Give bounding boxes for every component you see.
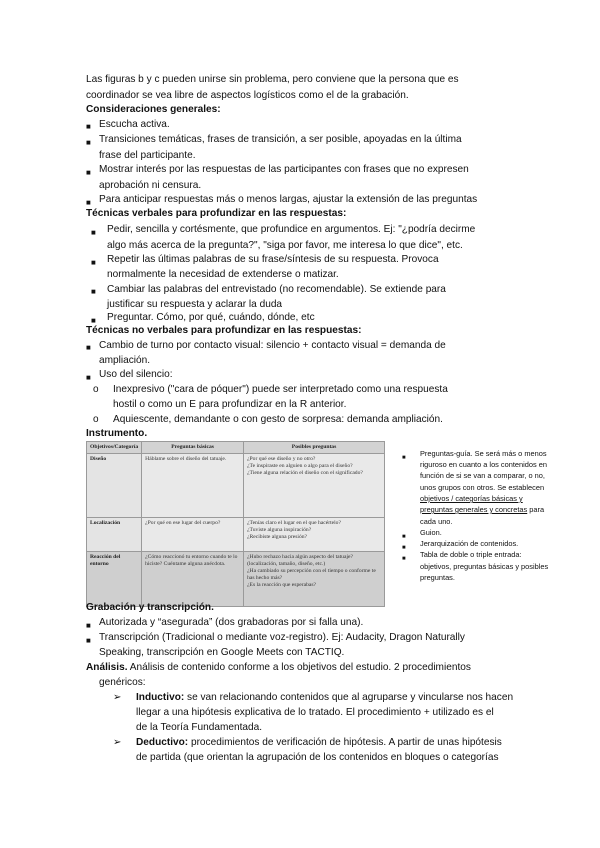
noverbales-line: Aquiescente, demandante o con gesto de sorpresa: demanda ampliación. (113, 414, 443, 425)
side-note: Preguntas-guía. Se será más o menos (420, 449, 547, 458)
verbales-line: normalmente la necesidad de extenderse o matizar. (107, 269, 339, 280)
consideraciones-item: Para anticipar respuestas más o menos largas, ajustar la extensión de las preguntas (99, 194, 478, 205)
table-header: Preguntas básicas (142, 442, 244, 454)
noverbales-heading: Técnicas no verbales para profundizar en las respuestas: (86, 325, 362, 336)
side-note: preguntas. (420, 573, 455, 582)
side-note: función de si se van a comparar, o no, (420, 471, 545, 480)
deductivo-label: Deductivo: (136, 737, 189, 748)
bullet-icon: ■ (86, 198, 91, 207)
instrumento-heading: Instrumento. (86, 428, 148, 439)
noverbales-line: Inexpresivo ("cara de póquer") puede ser interpretado como una respuesta (113, 384, 448, 395)
table-header: Objetivos/Categoría (87, 442, 142, 454)
side-note (420, 504, 544, 515)
bullet-icon: ■ (91, 228, 96, 237)
grabacion-line: Speaking, transcripción en Google Meets con TACTIQ. (99, 647, 345, 658)
verbales-line: justificar su respuesta y aclarar la duda (107, 299, 283, 310)
deductivo-line: de partida (que orientan la agrupación de los contenidos en bloques o categorías (136, 752, 499, 763)
inductivo-line (136, 691, 513, 704)
bullet-icon: ■ (91, 258, 96, 267)
bullet-icon: ■ (86, 621, 91, 630)
side-note-tail: para (527, 505, 545, 514)
side-note: Tabla de doble o triple entrada: (420, 550, 522, 559)
circle-bullet-icon: o (93, 384, 99, 395)
bullet-icon: ■ (402, 556, 406, 562)
arrow-bullet-icon: ➢ (113, 692, 122, 703)
consideraciones-item: Mostrar interés por las respuestas de las participantes con frases que no expresen (99, 164, 469, 175)
bullet-icon: ■ (86, 636, 91, 645)
table-cell: Localización (87, 518, 142, 552)
arrow-bullet-icon: ➢ (113, 737, 122, 748)
verbales-line: Preguntar. Cómo, por qué, cuándo, dónde, etc (107, 312, 315, 323)
bullet-icon: ■ (402, 545, 406, 551)
inductivo-text: se van relacionando contenidos que al agruparse y vincularse nos hacen (184, 692, 514, 703)
noverbales-line: Uso del silencio: (99, 369, 173, 380)
grabacion-heading: Grabación y transcripción. (86, 602, 214, 613)
bullet-icon: ■ (86, 138, 91, 147)
bullet-icon: ■ (402, 534, 406, 540)
table-cell: ¿Hubo rechazo hacia algún aspecto del tatuaje? (localización, tamaño, diseño, etc.) ¿Ha cambiado su percepción con el tiempo o conforme te has hecho más? ¿Es la reacción que esperabas? (244, 552, 385, 607)
consideraciones-item-cont: frase del participante. (99, 150, 196, 161)
deductivo-line (136, 736, 502, 749)
consideraciones-heading: Consideraciones generales: (86, 104, 221, 115)
bullet-icon: ■ (91, 316, 96, 325)
bullet-icon: ■ (86, 343, 91, 352)
noverbales-line: Cambio de turno por contacto visual: silencio + contacto visual = demanda de (99, 340, 446, 351)
table-header-row (87, 442, 385, 454)
noverbales-line: ampliación. (99, 355, 151, 366)
verbales-line: Repetir las últimas palabras de su frase/síntesis de su respuesta. Provoca (107, 254, 439, 265)
analisis-intro (86, 661, 471, 674)
bullet-icon: ■ (402, 455, 406, 461)
deductivo-text: procedimientos de verificación de hipótesis. A partir de unas hipótesis (188, 737, 502, 748)
analisis-intro-text: Análisis de contenido conforme a los objetivos del estudio. 2 procedimientos (127, 662, 471, 673)
bullet-icon: ■ (86, 168, 91, 177)
consideraciones-item: Transiciones temáticas, frases de transición, a ser posible, apoyadas en la última (99, 134, 462, 145)
table-row (87, 552, 385, 607)
verbales-heading: Técnicas verbales para profundizar en las respuestas: (86, 208, 347, 219)
verbales-line: Cambiar las palabras del entrevistado (no recomendable). Se extiende para (107, 284, 446, 295)
side-note: unos grupos con otros. Se establecen (420, 483, 545, 492)
inductivo-line: llegar a una hipótesis explicativa de lo tratado. El procedimiento + utilizado es el (136, 707, 494, 718)
side-note: riguroso en cuanto a los contenidos en (420, 460, 547, 469)
bullet-icon: ■ (91, 287, 96, 296)
intro-line-2: coordinador se vea libre de aspectos logísticos como el de la grabación. (86, 90, 409, 101)
table-cell: Diseño (87, 454, 142, 518)
table-row (87, 454, 385, 518)
side-note-underlined: preguntas generales y concretas (420, 505, 528, 514)
table-cell: ¿Tenías claro el lugar en el que hacértelo? ¿Tuviste alguna inspiración? ¿Recibiste alguna presión? (244, 518, 385, 552)
table-row (87, 518, 385, 552)
analisis-heading: Análisis. (86, 662, 128, 673)
side-note: cada uno. (420, 517, 453, 526)
grabacion-line: Autorizada y “asegurada” (dos grabadoras por si falla una). (99, 617, 364, 628)
side-note: Jerarquización de contenidos. (420, 539, 519, 548)
grabacion-line: Transcripción (Tradicional o mediante voz-registro). Ej: Audacity, Dragon Naturally (99, 632, 465, 643)
inductivo-line: de la Teoría Fundamentada. (136, 722, 263, 733)
noverbales-line: hostil o como un E para profundizar en la R anterior. (113, 399, 347, 410)
side-note: Guion. (420, 528, 442, 537)
consideraciones-item: Escucha activa. (99, 119, 170, 130)
table-cell: ¿Cómo reaccionó tu entorno cuando te lo hiciste? Cuéntame alguna anécdota. (142, 552, 244, 607)
bullet-icon: ■ (86, 373, 91, 382)
verbales-line: algo más acerca de la pregunta?", "siga por favor, me interesa lo que dice", etc. (107, 240, 463, 251)
bullet-icon: ■ (86, 122, 91, 131)
table-cell: ¿Por qué en ese lugar del cuerpo? (142, 518, 244, 552)
table-cell: ¿Por qué ese diseño y no otro? ¿Te inspiraste en alguien o algo para el diseño? ¿Tiene alguna relación el diseño con el significado? (244, 454, 385, 518)
consideraciones-item-cont: aprobación ni censura. (99, 180, 202, 191)
instrument-table (86, 441, 385, 607)
inductivo-label: Inductivo: (136, 692, 185, 703)
side-note-underlined: objetivos / categorías básicas y (420, 494, 523, 503)
intro-line-1: Las figuras b y c pueden unirse sin problema, pero conviene que la persona que es (86, 74, 459, 85)
table-header: Posibles preguntas (244, 442, 385, 454)
table-cell: Reacción del entorno (87, 552, 142, 607)
side-note (420, 493, 523, 504)
circle-bullet-icon: o (93, 414, 99, 425)
table-cell: Háblame sobre el diseño del tatuaje. (142, 454, 244, 518)
side-note: objetivos, preguntas básicas y posibles (420, 562, 549, 571)
verbales-line: Pedir, sencilla y cortésmente, que profundice en argumentos. Ej: "¿podría decirme (107, 224, 476, 235)
analisis-intro-2: genéricos: (99, 677, 146, 688)
